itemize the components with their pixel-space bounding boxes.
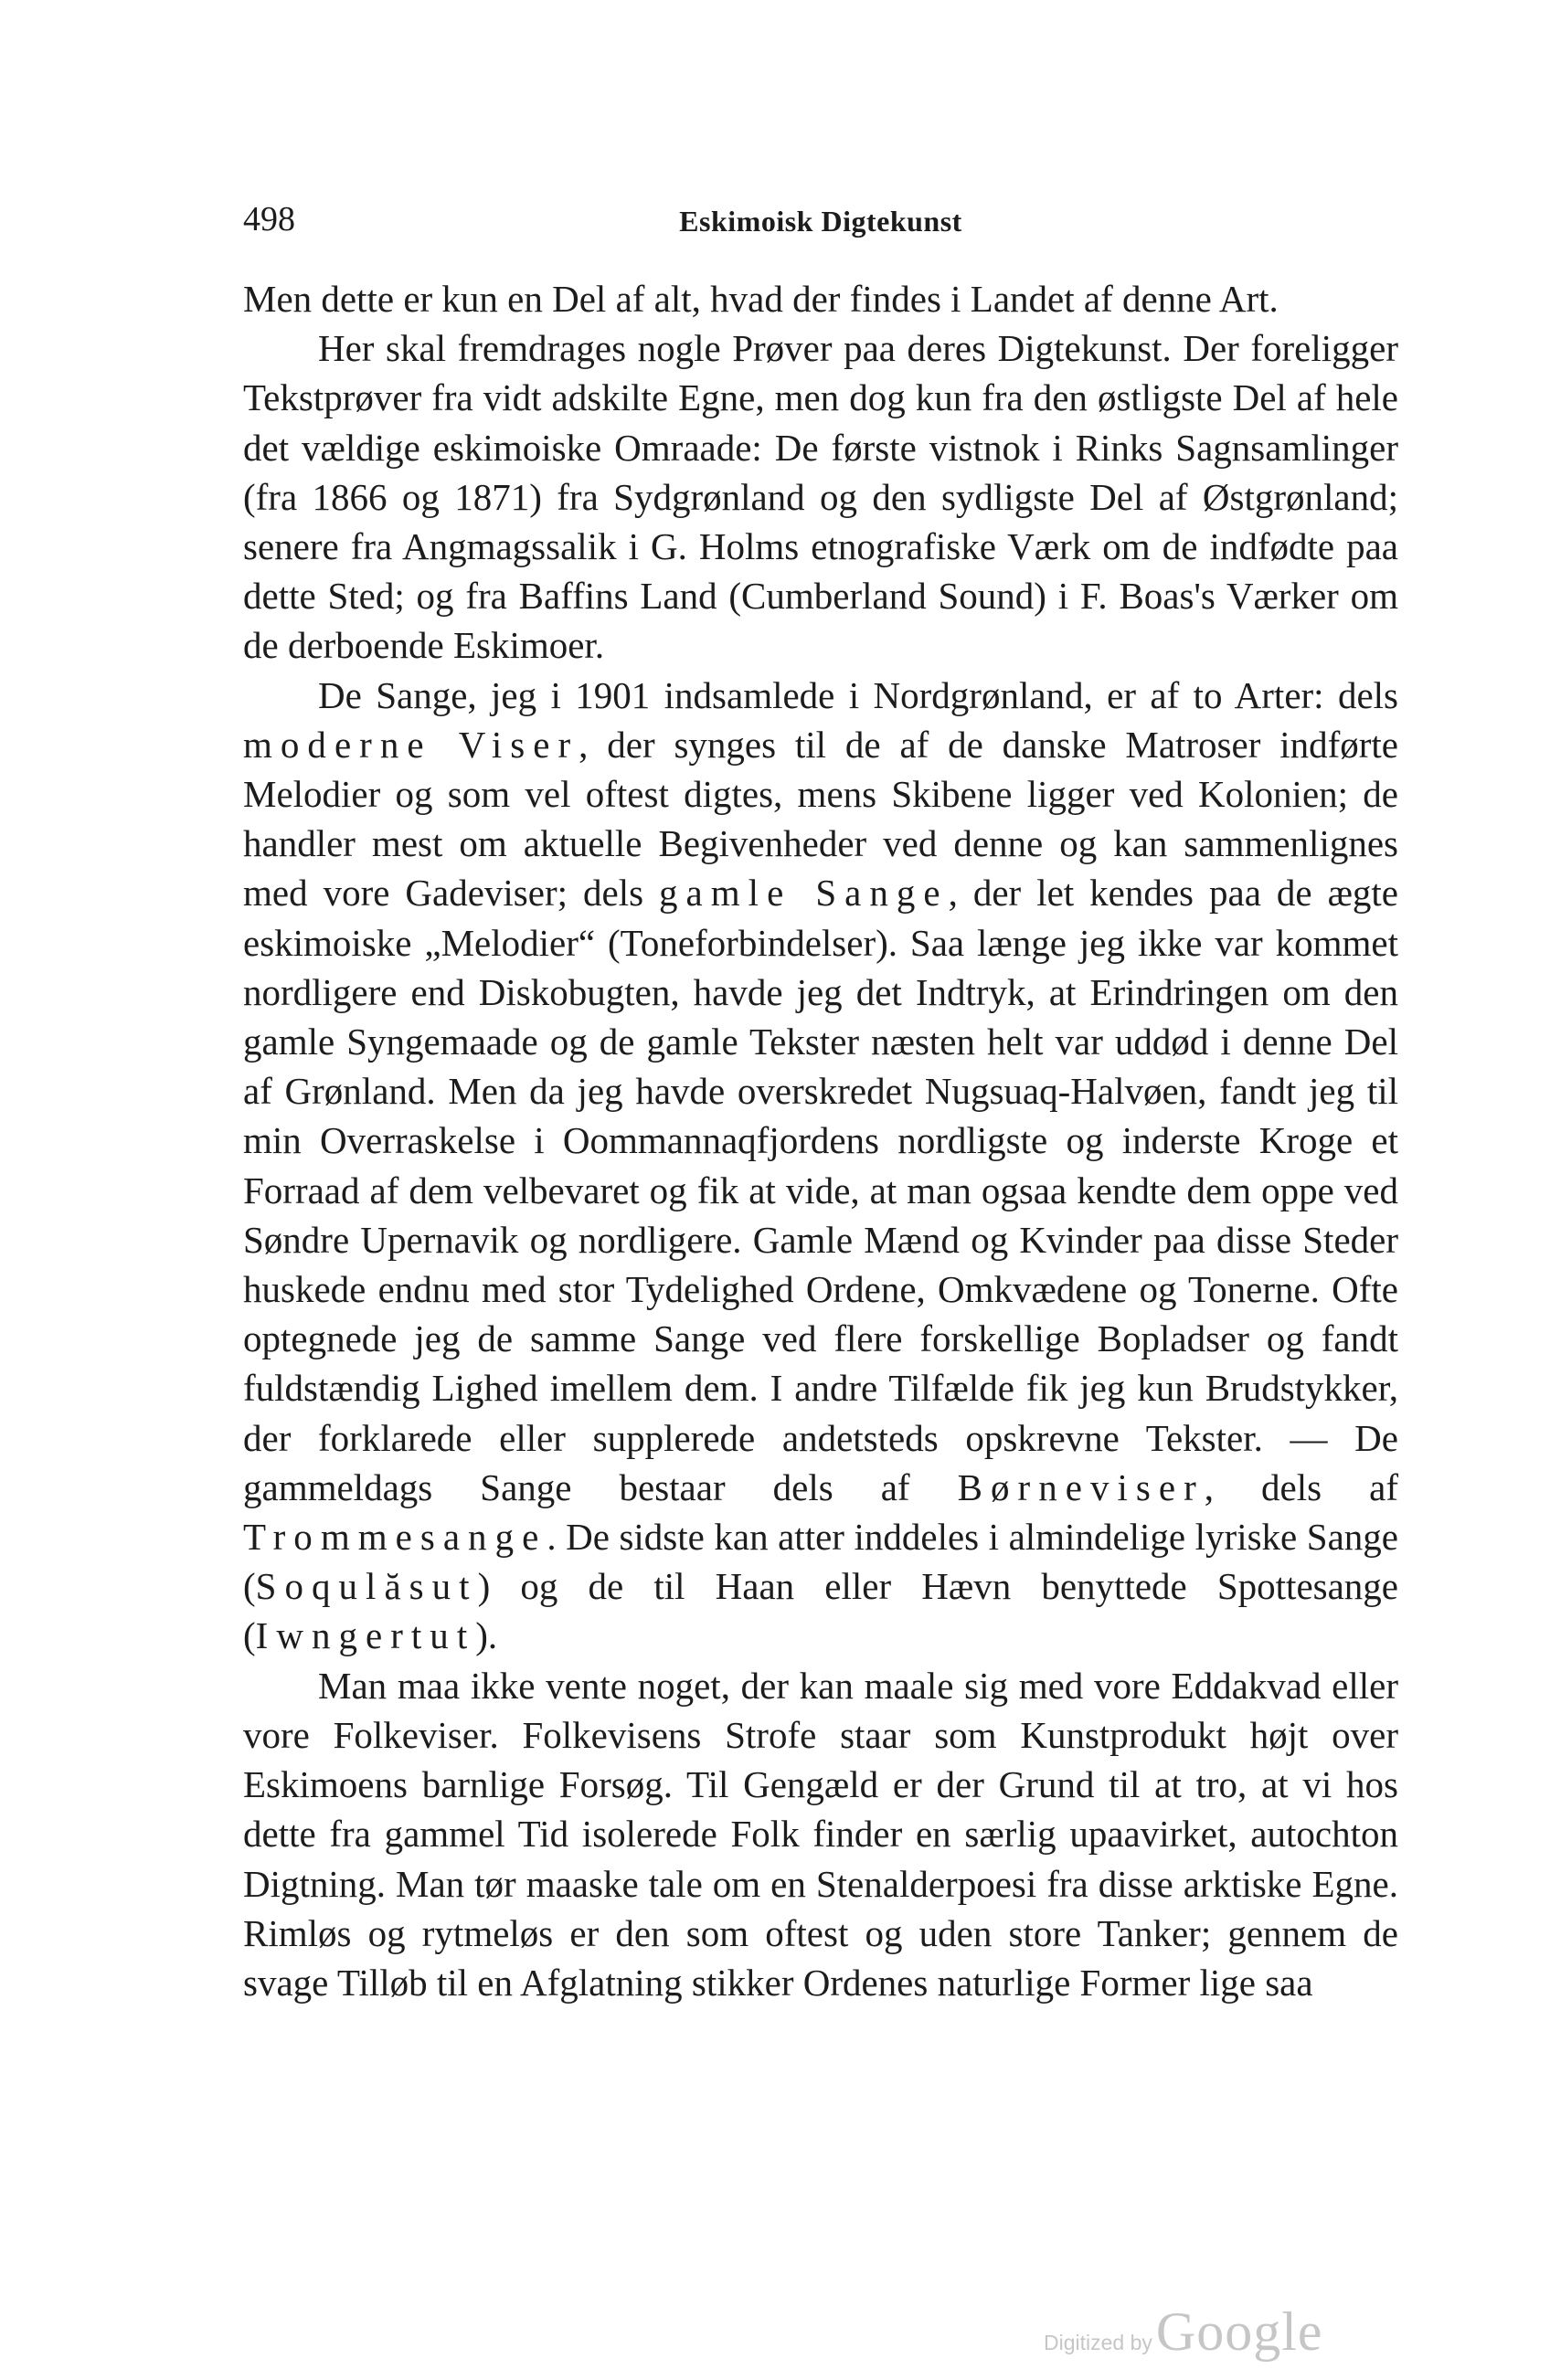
paragraph-text: Men dette er kun en Del af alt, hvad der findes i Landet af denne Art. (243, 278, 1279, 320)
paragraph-text: , dels af (1204, 1465, 1398, 1508)
spaced-term-moderne-viser: moderne Viser (243, 723, 579, 766)
paragraph-text: De Sange, jeg i 1901 indsamlede i Nordgrønland, er af to Arter: dels (318, 673, 1398, 716)
paragraph-text: ). (475, 1614, 498, 1657)
watermark-digitized-by: Digitized by (1044, 2331, 1152, 2354)
paragraph-1 (243, 274, 1398, 323)
digitized-by-google-watermark (1044, 2301, 1323, 2362)
body-text (243, 274, 1398, 2007)
paragraph-text: . De sidste kan atter inddeles i almindelige lyriske Sange ( (243, 1516, 1398, 1608)
spaced-term-borneviser: Børneviser (957, 1465, 1205, 1508)
paragraph-3 (243, 671, 1398, 1661)
spaced-term-iwngertut: Iwngertut (255, 1614, 476, 1657)
paragraph-text: Man maa ikke vente noget, der kan maale sig med vore Eddakvad eller vore Folkeviser. Folkevisens Strofe staar som Kunstprodukt højt over Eskimoens barnlige Forsøg. Til Gengæld er der Grund til at tro, at vi hos dette fra gammel Tid isolerede Folk finder en særlig upaavirket, autochton Digtning. Man tør maaske tale om en Stenalderpoesi fra disse arktiske Egne. Rimløs og rytmeløs er den som oftest og uden store Tanker; gennem de svage Tilløb til en Afglatning stikker Ordenes naturlige Former lige saa (243, 1664, 1398, 2004)
paragraph-4 (243, 1661, 1398, 2007)
paragraph-text: , der let kendes paa de ægte eskimoiske „Melodier“ (Toneforbindelser). Saa længe jeg ikke var kommet nordligere end Diskobugten, havde jeg det Indtryk, at Erindringen om den gamle Syngemaade og de gamle Tekster næsten helt var uddød i denne Del af Grønland. Men da jeg havde overskredet Nugsuaq-Halvøen, fandt jeg til min Overraskelse i Oommannaqfjordens nordligste og inderste Kroge et Forraad af dem velbevaret og fik at vide, at man ogsaa kendte dem oppe ved Søndre Upernavik og nordligere. Gamle Mænd og Kvinder paa disse Steder huskede endnu med stor Tydelighed Ordene, Omkvædene og Tonerne. Ofte optegnede jeg de samme Sange ved flere forskellige Bopladser og fandt fuldstændig Lighed imellem dem. I andre Tilfælde fik jeg kun Brudstykker, der forklarede eller supplerede andetsteds opskrevne Tekster. — De gammeldags Sange bestaar dels af (243, 872, 1399, 1508)
paragraph-text: Her skal fremdrages nogle Prøver paa deres Digtekunst. Der foreligger Tekstprøver fra vidt adskilte Egne, men dog kun fra den østligste Del af hele det vældige eskimoiske Omraade: De første vistnok i Rinks Sagnsamlinger (fra 1866 og 1871) fra Sydgrønland og den sydligste Del af Østgrønland; senere fra Angmagssalik i G. Holms etnografiske Værk om de indfødte paa dette Sted; og fra Baffins Land (Cumberland Sound) i F. Boas's Værker om de derboende Eskimoer. (243, 327, 1398, 667)
paragraph-text: ) og de til Haan eller Hævn benyttede Spottesange ( (243, 1565, 1398, 1657)
spaced-term-trommesange: Trommesange (243, 1516, 547, 1559)
paragraph-text: , der synges til de af de danske Matroser indførte Melodier og som vel oftest digtes, mens Skibene ligger ved Kolonien; de handler mest om aktuelle Begivenheder ved denne og kan sammenlignes med vore Gadeviser; dels (243, 723, 1398, 915)
running-title: Eskimoisk Digtekunst (679, 205, 962, 238)
page-number: 498 (243, 200, 295, 238)
google-logo: Google (1155, 2301, 1323, 2362)
spaced-term-gamle-sange: gamle Sange (659, 872, 949, 915)
paragraph-2 (243, 323, 1398, 670)
running-head (243, 196, 1398, 242)
spaced-term-soqulasut: Soqulăsut (255, 1565, 478, 1608)
